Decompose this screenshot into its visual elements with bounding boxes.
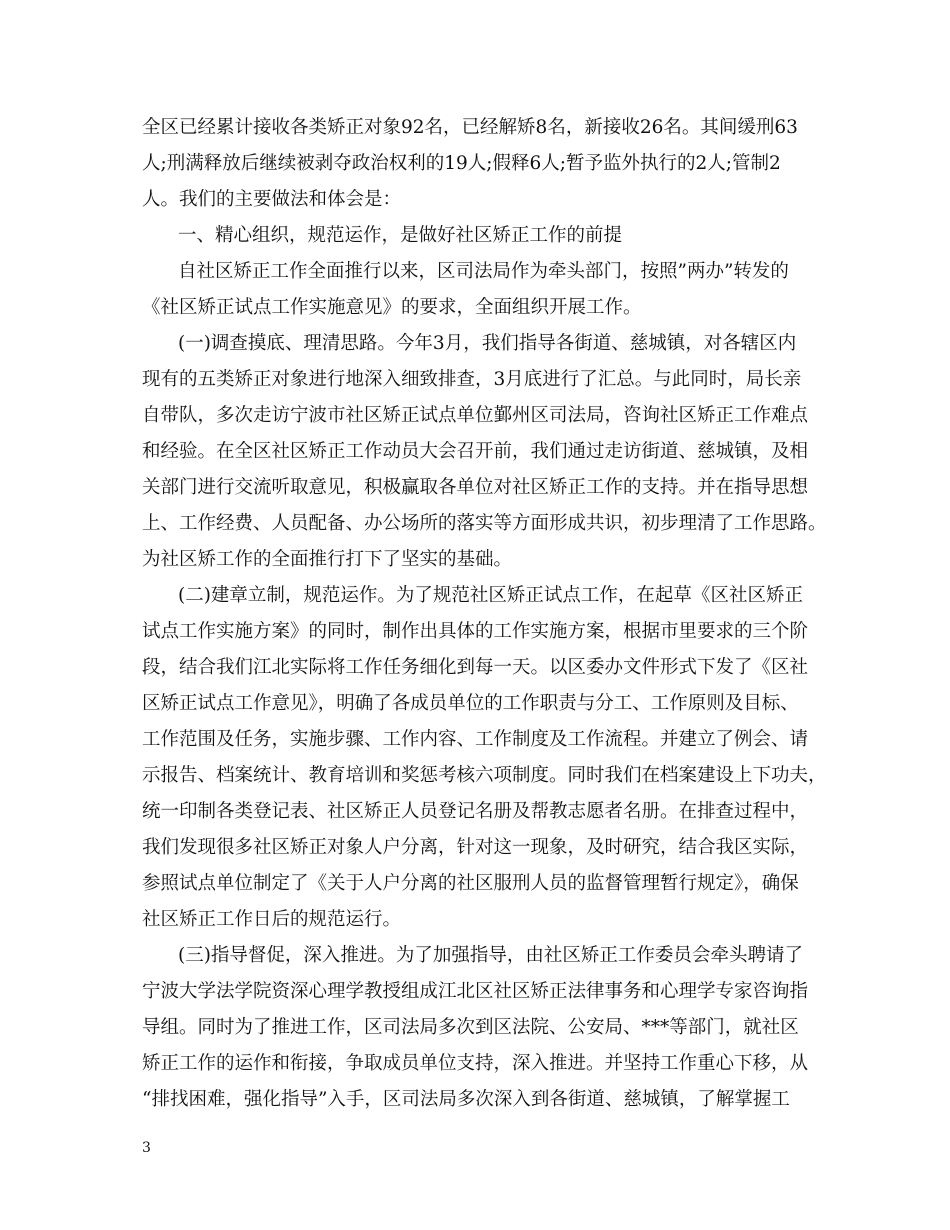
body-text-line: 参照试点单位制定了《关于人户分离的社区服刑人员的监督管理暂行规定》，确保 [142,873,799,894]
body-text-line: 人;刑满释放后继续被剥夺政治权利的19人;假释6人;暂予监外执行的2人;管制2 [142,153,781,174]
section-heading: 一、精心组织，规范运作，是做好社区矫正工作的前提 [178,225,623,246]
body-text-line: 统一印制各类登记表、社区矫正人员登记名册及帮教志愿者名册。在排查过程中， [142,801,809,822]
body-text-line: 宁波大学法学院资深心理学教授组成江北区社区矫正法律事务和心理学专家咨询指 [142,981,809,1002]
body-text-line: 示报告、档案统计、教育培训和奖惩考核六项制度。同时我们在档案建设上下功夫， [142,765,827,786]
body-text-line: 我们发现很多社区矫正对象人户分离，针对这一现象，及时研究，结合我区实际， [142,837,809,858]
body-text-line: 全区已经累计接收各类矫正对象92名，已经解矫8名，新接收26名。其间缓刑63 [142,117,798,138]
body-text-line: 社区矫正工作日后的规范运行。 [142,909,402,930]
body-text-line: 矫正工作的运作和衔接，争取成员单位支持，深入推进。并坚持工作重心下移，从 [142,1053,809,1074]
body-text-line: 段，结合我们江北实际将工作任务细化到每一天。以区委办文件形式下发了《区社 [142,657,809,678]
body-text-line: (三)指导督促，深入推进。为了加强指导，由社区矫正工作委员会牵头聘请了 [178,945,803,966]
body-text-line: 《社区矫正试点工作实施意见》的要求，全面组织开展工作。 [142,297,642,318]
body-text-line: (二)建章立制，规范运作。为了规范社区矫正试点工作，在起草《区社区矫正 [178,585,803,606]
body-text-line: 自社区矫正工作全面推行以来，区司法局作为牵头部门，按照”两办”转发的 [178,261,789,282]
body-text-line: 和经验。在全区社区矫正工作动员大会召开前，我们通过走访街道、慈城镇，及相 [142,441,809,462]
body-text-line: (一)调查摸底、理清思路。今年3月，我们指导各街道、慈城镇，对各辖区内 [178,333,797,354]
body-text-line: 导组。同时为了推进工作，区司法局多次到区法院、公安局、***等部门，就社区 [142,1017,799,1038]
body-text-line: 上、工作经费、人员配备、办公场所的落实等方面形成共识，初步理清了工作思路。 [142,513,827,534]
page-number: 3 [142,1140,151,1156]
body-text-line: 试点工作实施方案》的同时，制作出具体的工作实施方案，根据市里要求的三个阶 [142,621,809,642]
body-text-line: 关部门进行交流听取意见，积极赢取各单位对社区矫正工作的支持。并在指导思想 [142,477,809,498]
body-text-line: “排找困难，强化指导”入手，区司法局多次深入到各街道、慈城镇，了解掌握工 [142,1089,790,1110]
body-text-line: 自带队，多次走访宁波市社区矫正试点单位鄞州区司法局，咨询社区矫正工作难点 [142,405,809,426]
body-text-line: 人。我们的主要做法和体会是： [142,189,402,210]
body-text-line: 区矫正试点工作意见》，明确了各成员单位的工作职责与分工、工作原则及目标、 [142,693,799,714]
body-text-line: 现有的五类矫正对象进行地深入细致排查，3月底进行了汇总。与此同时，局长亲 [142,369,802,390]
body-text-line: 工作范围及任务，实施步骤、工作内容、工作制度及工作流程。并建立了例会、请 [142,729,809,750]
body-text-line: 为社区矫工作的全面推行打下了坚实的基础。 [142,549,513,570]
